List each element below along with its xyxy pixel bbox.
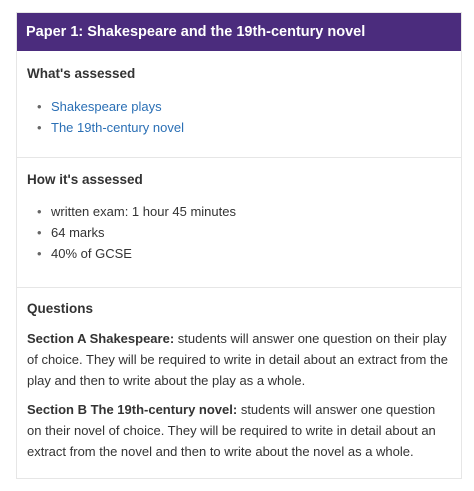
list-item bbox=[27, 117, 451, 138]
paper-card bbox=[16, 12, 462, 479]
list-item bbox=[27, 96, 451, 117]
section-b-label: Section B The 19th-century novel: bbox=[27, 402, 238, 417]
bullet-icon: • bbox=[37, 120, 42, 135]
gcse-weight-text: 40% of GCSE bbox=[51, 246, 132, 261]
how-assessed-heading: How it's assessed bbox=[27, 172, 143, 187]
questions-heading: Questions bbox=[27, 301, 94, 316]
whats-assessed-section bbox=[17, 51, 461, 158]
list-item bbox=[27, 243, 451, 264]
section-a-text: students will answer one question on their play of choice. They will be required to write in detail about an extract from the play and then to write about the play as a whole. bbox=[27, 331, 449, 388]
whats-assessed-heading: What's assessed bbox=[27, 66, 136, 81]
marks-text: 64 marks bbox=[51, 225, 105, 240]
how-assessed-section bbox=[17, 158, 461, 288]
bullet-icon: • bbox=[37, 246, 42, 261]
paper-title: Paper 1: Shakespeare and the 19th-century novel bbox=[17, 13, 461, 51]
section-a-paragraph bbox=[27, 328, 451, 391]
section-b-paragraph bbox=[27, 399, 451, 462]
section-a-label: Section A Shakespeare: bbox=[27, 331, 175, 346]
list-item bbox=[27, 201, 451, 222]
exam-duration-text: written exam: 1 hour 45 minutes bbox=[51, 204, 236, 219]
how-assessed-list bbox=[27, 201, 451, 264]
bullet-icon: • bbox=[37, 99, 42, 114]
whats-assessed-list bbox=[27, 96, 451, 138]
questions-section bbox=[17, 288, 461, 462]
bullet-icon: • bbox=[37, 225, 42, 240]
bullet-icon: • bbox=[37, 204, 42, 219]
section-b-text: students will answer one question on their novel of choice. They will be required to write in detail about an extract from the novel and then to write about the novel as a whole. bbox=[27, 402, 436, 459]
19th-century-novel-link[interactable]: The 19th-century novel bbox=[51, 120, 184, 135]
list-item bbox=[27, 222, 451, 243]
shakespeare-plays-link[interactable]: Shakespeare plays bbox=[51, 99, 162, 114]
